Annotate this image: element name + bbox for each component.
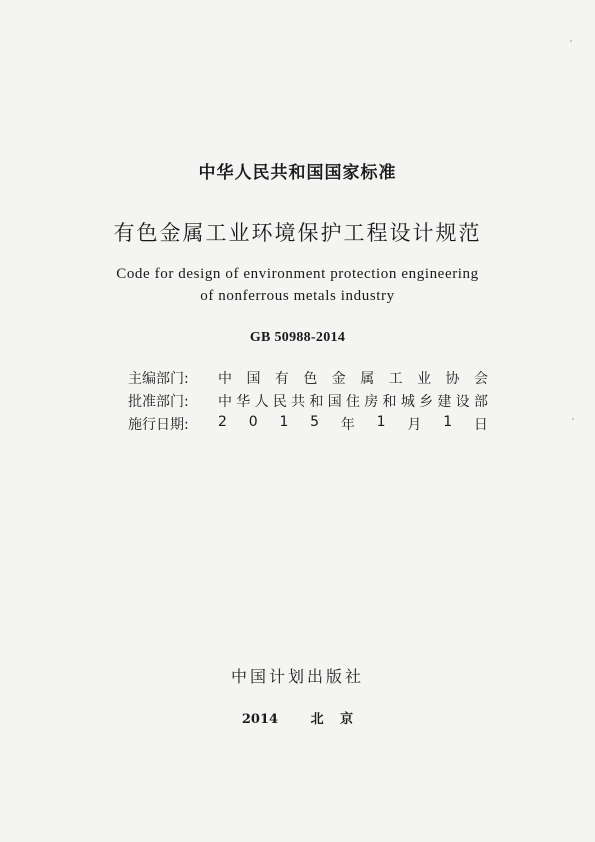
value-char: 中 <box>218 371 232 387</box>
publication-city: 北 京 <box>310 712 354 727</box>
value-char: 工 <box>388 371 403 387</box>
value-char: 1 <box>279 414 289 430</box>
value-char: 属 <box>360 371 375 387</box>
value-char: 人 <box>254 394 269 410</box>
effective-date-value <box>218 414 488 434</box>
effective-date-row <box>128 414 488 434</box>
standard-code: GB 50988-2014 <box>249 330 346 345</box>
publication-year-place <box>0 708 595 727</box>
value-char: 0 <box>248 414 258 430</box>
value-char: 1 <box>443 414 453 430</box>
value-char: 部 <box>473 394 488 410</box>
value-char: 共 <box>291 394 306 410</box>
value-char: 华 <box>236 394 251 410</box>
value-char: 5 <box>310 414 320 430</box>
scan-speck <box>570 40 572 42</box>
approval-department-label: 批准部门: <box>128 394 189 410</box>
approval-department-value <box>218 391 488 411</box>
value-char: 和 <box>382 394 397 410</box>
title-english-line-1: Code for design of environment protection engineering <box>116 266 479 282</box>
approval-department-row <box>128 391 488 411</box>
value-char: 2 <box>218 414 227 430</box>
value-char: 住 <box>345 394 360 410</box>
publisher-name: 中国计划出版社 <box>230 667 364 686</box>
value-char: 年 <box>340 417 355 433</box>
value-char: 中 <box>218 394 232 410</box>
value-char: 设 <box>455 394 470 410</box>
value-char: 民 <box>272 394 287 410</box>
publication-year: 2014 <box>241 712 279 727</box>
value-char: 有 <box>274 371 289 387</box>
value-char: 乡 <box>419 394 434 410</box>
value-char: 房 <box>364 394 379 410</box>
title-chinese: 有色金属工业环境保护工程设计规范 <box>113 221 482 245</box>
value-char: 协 <box>445 371 460 387</box>
value-char: 和 <box>309 394 324 410</box>
effective-date-label: 施行日期: <box>128 417 189 433</box>
chief-department-value <box>218 368 488 388</box>
value-char: 1 <box>376 414 386 430</box>
standard-type: 中华人民共和国国家标准 <box>198 163 397 183</box>
chief-department-label: 主编部门: <box>128 371 189 387</box>
value-char: 金 <box>331 371 346 387</box>
value-char: 国 <box>327 394 342 410</box>
value-char: 国 <box>246 371 261 387</box>
value-char: 会 <box>473 371 488 387</box>
title-english-line-2: of nonferrous metals industry <box>200 288 395 304</box>
chief-department-row <box>128 368 488 388</box>
value-char: 建 <box>437 394 452 410</box>
value-char: 城 <box>400 394 415 410</box>
value-char: 日 <box>473 417 488 433</box>
value-char: 色 <box>303 371 318 387</box>
value-char: 月 <box>407 417 422 433</box>
value-char: 业 <box>417 371 432 387</box>
scan-speck <box>572 418 574 420</box>
